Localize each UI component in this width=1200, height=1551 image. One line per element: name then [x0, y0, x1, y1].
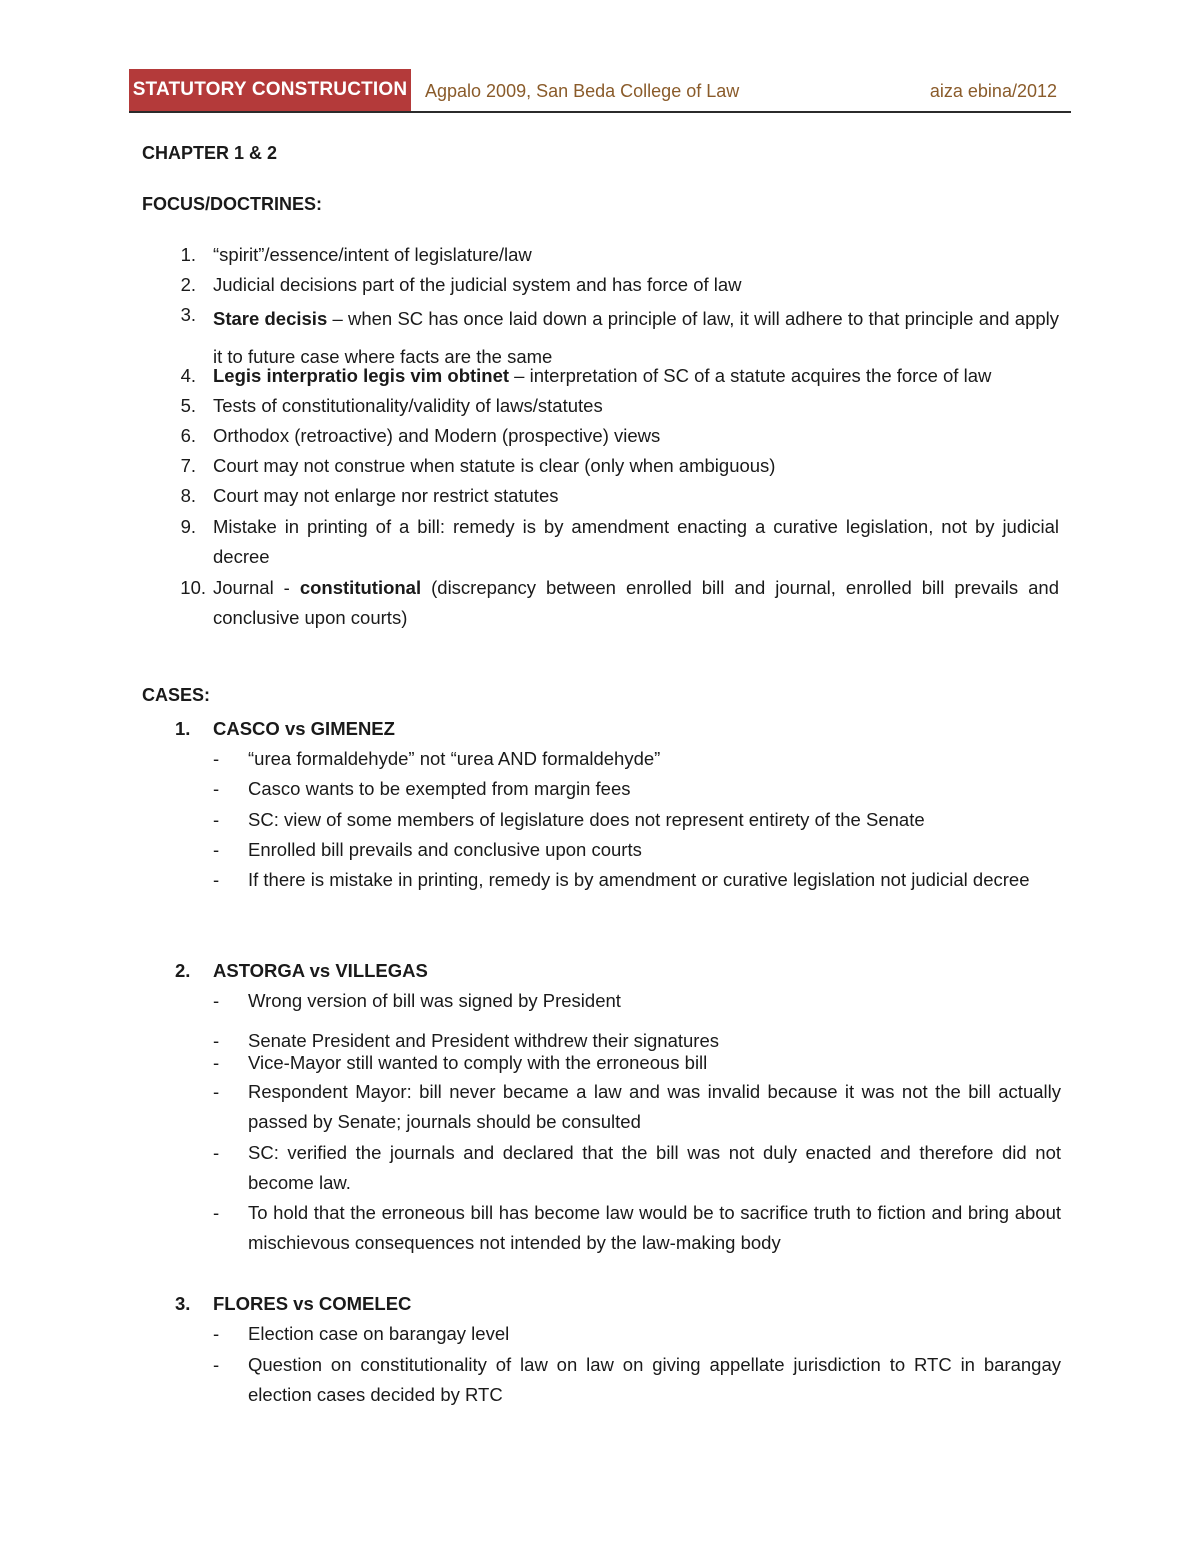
list-number: 8. — [180, 485, 196, 506]
list-number: 2. — [180, 274, 196, 295]
header-source: Agpalo 2009, San Beda College of Law — [425, 81, 740, 101]
list-item: To hold that the erroneous bill has become law would be to sacrifice truth to fiction and bring about mischievous consequences not intended by the law-making body — [248, 1202, 1061, 1253]
list-item: Vice-Mayor still wanted to comply with the erroneous bill — [248, 1052, 708, 1073]
bullet-dash: - — [213, 1202, 220, 1223]
list-item: Enrolled bill prevails and conclusive upon courts — [248, 839, 642, 860]
list-item: Court may not construe when statute is clear (only when ambiguous) — [213, 455, 776, 476]
list-item: “urea formaldehyde” not “urea AND formaldehyde” — [248, 748, 661, 769]
list-number: 3. — [180, 304, 196, 325]
list-number: 4. — [180, 365, 196, 386]
bullet-dash: - — [213, 1030, 220, 1051]
bullet-dash: - — [213, 809, 220, 830]
list-item: SC: view of some members of legislature does not represent entirety of the Senate — [248, 809, 925, 830]
case-number: 3. — [175, 1293, 191, 1314]
list-item: If there is mistake in printing, remedy is by amendment or curative legislation not judicial decree — [248, 869, 1030, 890]
list-number: 9. — [180, 516, 196, 537]
focus-heading: FOCUS/DOCTRINES: — [142, 194, 322, 214]
case-title: ASTORGA vs VILLEGAS — [213, 960, 428, 981]
bullet-dash: - — [213, 1142, 220, 1163]
list-item: Journal - constitutional (discrepancy between enrolled bill and journal, enrolled bill prevails and conclusive upon courts) — [213, 577, 1059, 628]
bullet-dash: - — [213, 1052, 220, 1073]
list-number: 10. — [180, 577, 206, 598]
cases-heading: CASES: — [142, 685, 211, 705]
bullet-dash: - — [213, 839, 220, 860]
chapter-heading: CHAPTER 1 & 2 — [142, 143, 278, 163]
list-item: Stare decisis – when SC has once laid down a principle of law, it will adhere to that principle and apply it to future case where facts are the same — [213, 308, 1060, 367]
list-item: Wrong version of bill was signed by President — [248, 990, 621, 1011]
case-number: 1. — [175, 718, 191, 739]
bullet-dash: - — [213, 778, 220, 799]
list-number: 7. — [180, 455, 196, 476]
bullet-dash: - — [213, 748, 220, 769]
page-header — [129, 69, 1071, 113]
list-item: “spirit”/essence/intent of legislature/law — [213, 244, 532, 265]
list-number: 5. — [180, 395, 196, 416]
list-item: Senate President and President withdrew their signatures — [248, 1030, 719, 1051]
list-number: 6. — [180, 425, 196, 446]
bullet-dash: - — [213, 869, 220, 890]
bullet-dash: - — [213, 1323, 220, 1344]
header-tag: STATUTORY CONSTRUCTION — [129, 69, 411, 111]
list-item: Respondent Mayor: bill never became a law and was invalid because it was not the bill actually passed by Senate; journals should be consulted — [248, 1081, 1061, 1132]
bullet-dash: - — [213, 1354, 220, 1375]
bullet-dash: - — [213, 1081, 220, 1102]
list-item: Orthodox (retroactive) and Modern (prospective) views — [213, 425, 661, 446]
list-item: Court may not enlarge nor restrict statutes — [213, 485, 559, 506]
bullet-dash: - — [213, 990, 220, 1011]
list-item: Legis interpratio legis vim obtinet – interpretation of SC of a statute acquires the force of law — [213, 365, 992, 386]
list-item: Tests of constitutionality/validity of laws/statutes — [213, 395, 603, 416]
list-item: Election case on barangay level — [248, 1323, 510, 1344]
list-item: SC: verified the journals and declared that the bill was not duly enacted and therefore did not become law. — [248, 1142, 1061, 1193]
list-item: Question on constitutionality of law on law on giving appellate jurisdiction to RTC in barangay election cases decided by RTC — [248, 1354, 1061, 1405]
list-item: Judicial decisions part of the judicial system and has force of law — [213, 274, 742, 295]
header-author: aiza ebina/2012 — [929, 81, 1057, 101]
list-item: Mistake in printing of a bill: remedy is by amendment enacting a curative legislation, not by judicial decree — [213, 516, 1059, 567]
case-title: CASCO vs GIMENEZ — [213, 718, 395, 739]
list-number: 1. — [180, 244, 196, 265]
case-number: 2. — [175, 960, 191, 981]
list-item: Casco wants to be exempted from margin fees — [248, 778, 631, 799]
case-title: FLORES vs COMELEC — [213, 1293, 412, 1314]
